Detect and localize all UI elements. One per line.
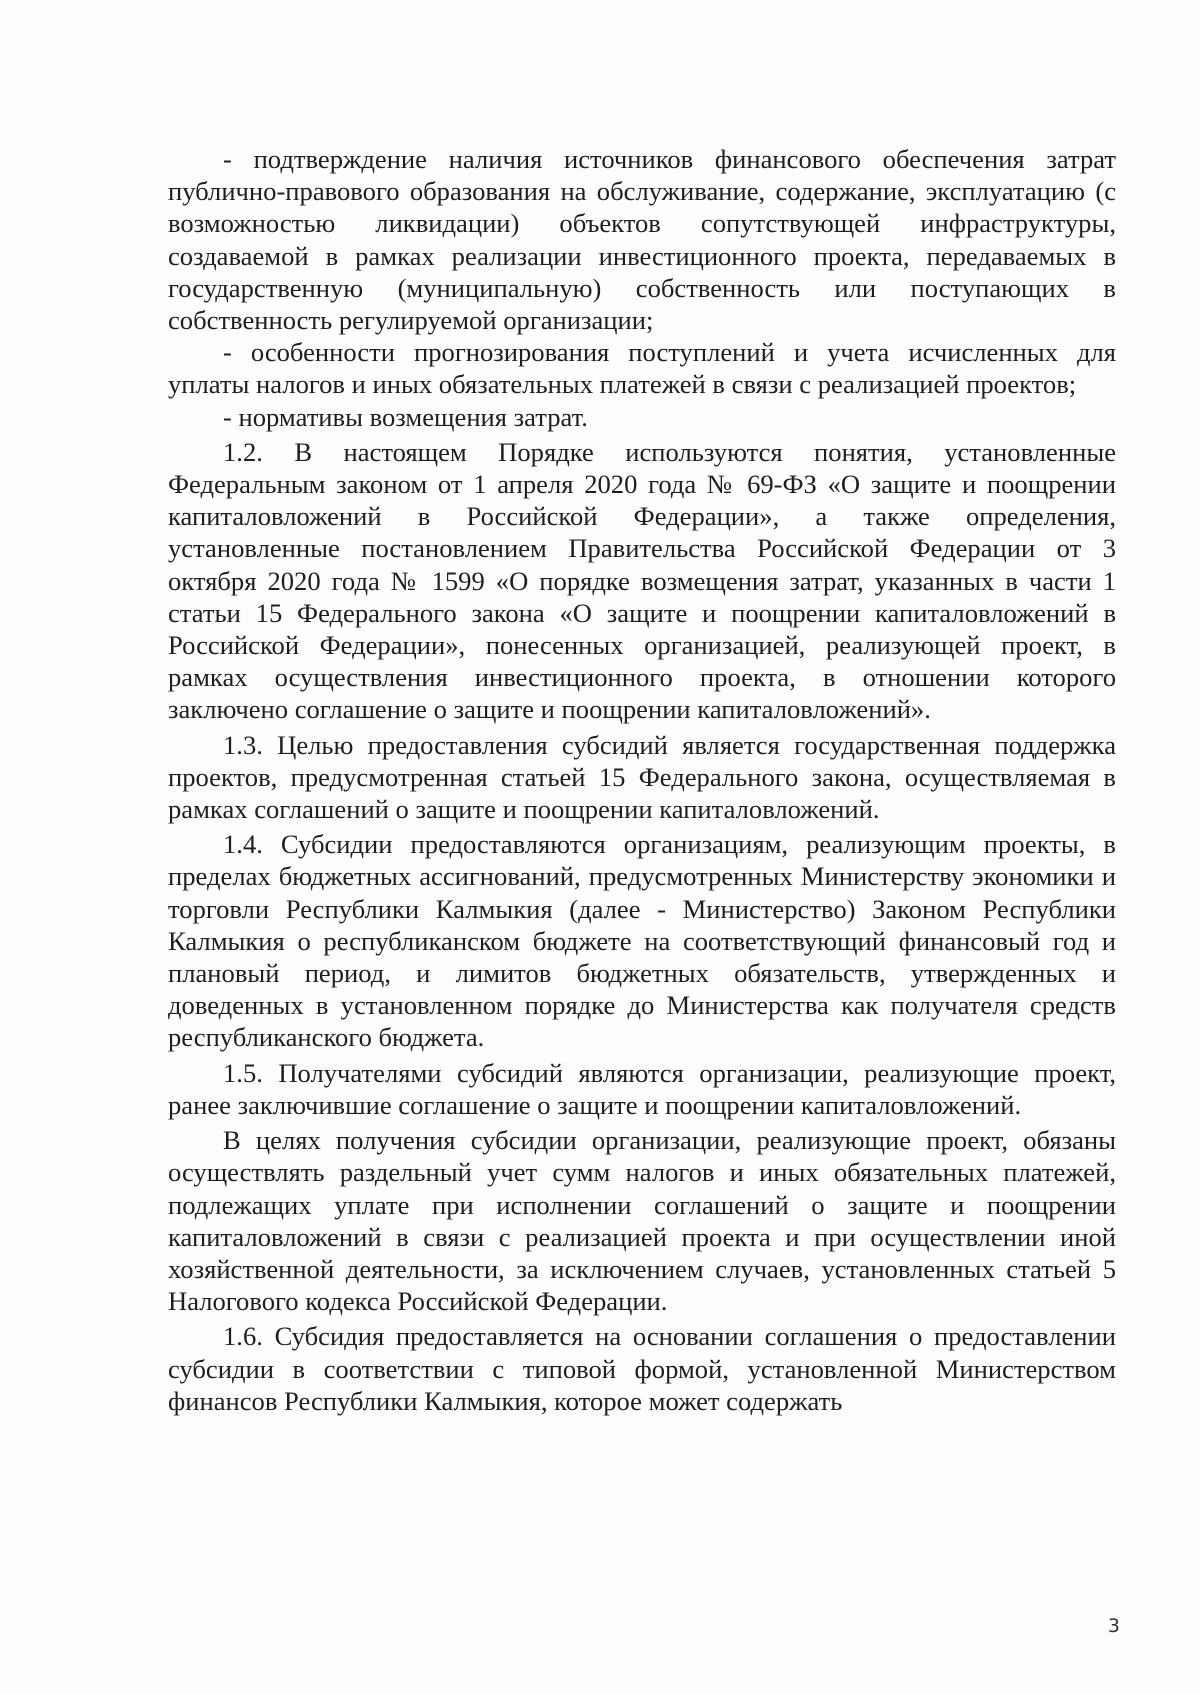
document-body [168, 143, 1116, 1417]
paragraph-funding-confirmation: - подтверждение наличия источников финансового обеспечения затрат публично-правового образования на обслуживание, содержание, эксплуатацию (с возможностью ликвидации) объектов сопутствующей инфраструктуры, создаваемой в рамках реализации инвестиционного проекта, передаваемых в государственную (муниципальную) собственность или поступающих в собственность регулируемой организации; [168, 144, 1116, 336]
page-number: 3 [1107, 1615, 1120, 1637]
paragraph-1-3: 1.3. Целью предоставления субсидий является государственная поддержка проектов, предусмотренная статьей 15 Федерального закона, осуществляемая в рамках соглашений о защите и поощрении капиталовложений. [168, 729, 1116, 825]
paragraph-separate-accounting: В целях получения субсидии организации, реализующие проект, обязаны осуществлять раздельный учет сумм налогов и иных обязательных платежей, подлежащих уплате при исполнении соглашений о защите и поощрении капиталовложений в связи с реализацией проекта и при осуществлении иной хозяйственной деятельности, за исключением случаев, установленных статьей 5 Налогового кодекса Российской Федерации. [168, 1125, 1116, 1317]
paragraph-reimbursement-norms: - нормативы возмещения затрат. [223, 401, 588, 432]
paragraph-1-4: 1.4. Субсидии предоставляются организациям, реализующим проекты, в пределах бюджетных ассигнований, предусмотренных Министерству экономики и торговли Республики Калмыкия (далее - Министерство) Законом Республики Калмыкия о республиканском бюджете на соответствующий финансовый год и плановый период, и лимитов бюджетных обязательств, утвержденных и доведенных в установленном порядке до Министерства как получателя средств республиканского бюджета. [168, 829, 1116, 1053]
paragraph-1-5: 1.5. Получателями субсидий являются организации, реализующие проект, ранее заключившие соглашение о защите и поощрении капиталовложений. [168, 1057, 1116, 1120]
paragraph-tax-forecasting: - особенности прогнозирования поступлений и учета исчисленных для уплаты налогов и иных обязательных платежей в связи с реализацией проектов; [168, 337, 1116, 400]
paragraph-1-2: 1.2. В настоящем Порядке используются понятия, установленные Федеральным законом от 1 апреля 2020 года № 69-ФЗ «О защите и поощрении капиталовложений в Российской Федерации», а также определения, установленные постановлением Правительства Российской Федерации от 3 октября 2020 года № 1599 «О порядке возмещения затрат, указанных в части 1 статьи 15 Федерального закона «О защите и поощрении капиталовложений в Российской Федерации», понесенных организацией, реализующей проект, в рамках осуществления инвестиционного проекта, в отношении которого заключено соглашение о защите и поощрении капиталовложений». [168, 436, 1116, 725]
paragraph-1-6: 1.6. Субсидия предоставляется на основании соглашения о предоставлении субсидии в соответствии с типовой формой, установленной Министерством финансов Республики Калмыкия, которое может содержать [168, 1321, 1116, 1416]
